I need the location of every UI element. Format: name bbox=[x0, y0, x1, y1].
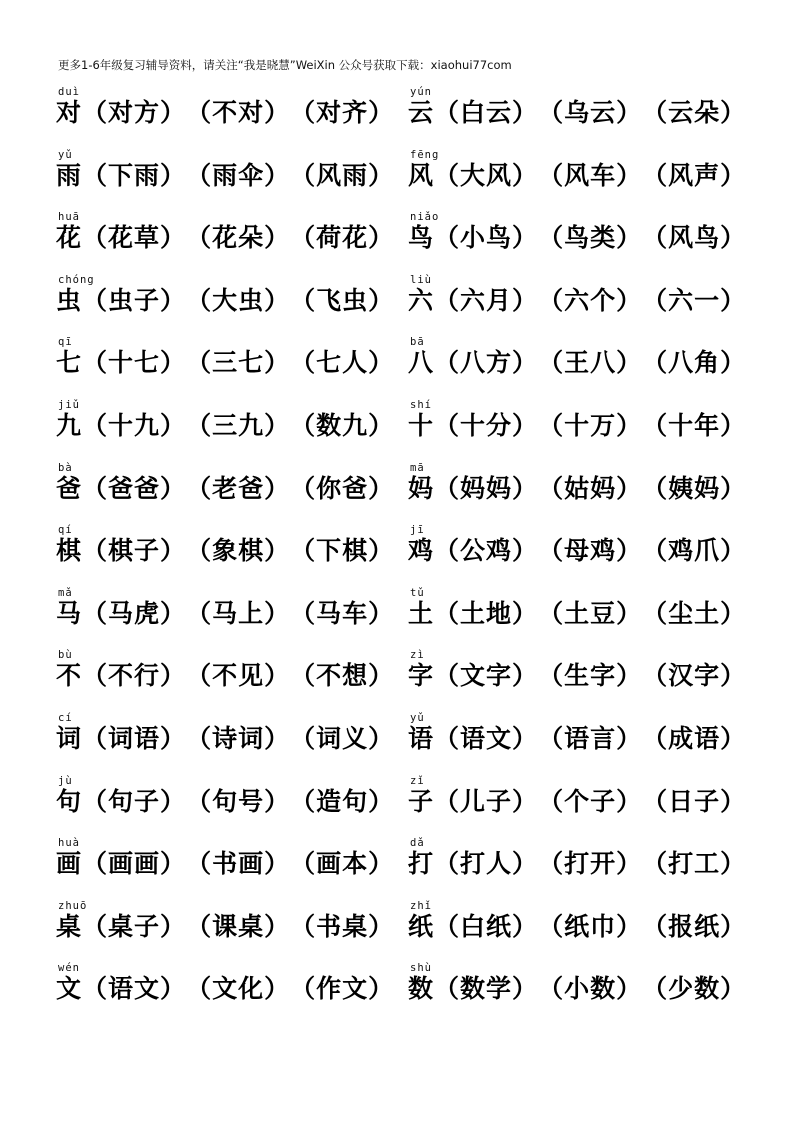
pinyin: yún bbox=[410, 86, 432, 98]
character: 语 bbox=[408, 723, 435, 753]
page-header: 更多1-6年级复习辅导资料，请关注“我是晓慧”WeiXin 公众号获取下载：xiaohui77com bbox=[58, 58, 512, 72]
entry-line bbox=[56, 346, 394, 380]
character: 句 bbox=[56, 786, 83, 816]
pinyin: zhuō bbox=[58, 899, 88, 912]
word-3: （ 书桌 ） bbox=[290, 910, 394, 944]
entry-line bbox=[56, 96, 394, 130]
word-1: （ 爸爸 ） bbox=[82, 472, 186, 506]
word-2: （ 母鸡 ） bbox=[538, 534, 642, 568]
character: 十 bbox=[408, 410, 435, 440]
word-list bbox=[56, 84, 776, 1023]
word-1: （ 八方 ） bbox=[434, 346, 538, 380]
pinyin: tǔ bbox=[410, 586, 425, 599]
word-row bbox=[56, 585, 776, 648]
word-1: （ 词语 ） bbox=[82, 722, 186, 756]
word-2: （ 不对 ） bbox=[186, 96, 290, 130]
word-2: （ 鸟类 ） bbox=[538, 221, 642, 255]
pinyin: qī bbox=[58, 336, 73, 349]
word-2: （ 语言 ） bbox=[538, 722, 642, 756]
word-3: （ 画本 ） bbox=[290, 847, 394, 881]
entry-line bbox=[408, 972, 746, 1006]
pinyin: jù bbox=[58, 774, 73, 787]
word-2: （ 纸巾 ） bbox=[538, 910, 642, 944]
word-row bbox=[56, 147, 776, 210]
entry-line bbox=[56, 534, 394, 568]
word-1: （ 白纸 ） bbox=[434, 910, 538, 944]
word-2: （ 句号 ） bbox=[186, 785, 290, 819]
word-3: （ 六一 ） bbox=[642, 284, 746, 318]
character: 桌 bbox=[56, 911, 83, 941]
word-3: （ 成语 ） bbox=[642, 722, 746, 756]
pinyin: yǔ bbox=[58, 148, 73, 161]
entry-line bbox=[56, 472, 394, 506]
character: 爸 bbox=[56, 473, 83, 503]
word-1: （ 对方 ） bbox=[82, 96, 186, 130]
word-3: （ 下棋 ） bbox=[290, 534, 394, 568]
word-3: （ 十年 ） bbox=[642, 409, 746, 443]
pinyin: dǎ bbox=[410, 837, 425, 850]
word-2: （ 乌云 ） bbox=[538, 96, 642, 130]
character: 七 bbox=[56, 348, 83, 378]
pinyin: duì bbox=[58, 86, 80, 98]
character: 纸 bbox=[408, 911, 435, 941]
word-row bbox=[56, 84, 776, 147]
pinyin: jī bbox=[410, 524, 425, 537]
word-3: （ 风雨 ） bbox=[290, 159, 394, 193]
word-row bbox=[56, 397, 776, 460]
pinyin: shí bbox=[410, 398, 432, 411]
word-1: （ 不行 ） bbox=[82, 659, 186, 693]
word-2: （ 三七 ） bbox=[186, 346, 290, 380]
entry-line bbox=[408, 159, 746, 193]
word-2: （ 十万 ） bbox=[538, 409, 642, 443]
word-row bbox=[56, 647, 776, 710]
word-1: （ 马虎 ） bbox=[82, 597, 186, 631]
word-1: （ 画画 ） bbox=[82, 847, 186, 881]
word-row bbox=[56, 460, 776, 523]
word-1: （ 打人 ） bbox=[434, 847, 538, 881]
character: 数 bbox=[408, 974, 435, 1004]
pinyin: qí bbox=[58, 524, 73, 537]
entry-line bbox=[408, 722, 746, 756]
word-3: （ 飞虫 ） bbox=[290, 284, 394, 318]
pinyin: bà bbox=[58, 461, 73, 474]
word-1: （ 妈妈 ） bbox=[434, 472, 538, 506]
word-2: （ 大虫 ） bbox=[186, 284, 290, 318]
word-3: （ 词义 ） bbox=[290, 722, 394, 756]
word-1: （ 儿子 ） bbox=[434, 785, 538, 819]
entry-line bbox=[408, 847, 746, 881]
word-3: （ 少数 ） bbox=[642, 972, 746, 1006]
entry-line bbox=[56, 409, 394, 443]
entry-line bbox=[56, 659, 394, 693]
word-2: （ 打开 ） bbox=[538, 847, 642, 881]
word-1: （ 句子 ） bbox=[82, 785, 186, 819]
word-3: （ 八角 ） bbox=[642, 346, 746, 380]
pinyin: jiǔ bbox=[58, 398, 80, 411]
character: 字 bbox=[408, 661, 435, 691]
entry-line bbox=[408, 96, 746, 130]
pinyin: fēng bbox=[410, 148, 440, 161]
word-2: （ 诗词 ） bbox=[186, 722, 290, 756]
word-1: （ 棋子 ） bbox=[82, 534, 186, 568]
entry-line bbox=[56, 722, 394, 756]
pinyin: huà bbox=[58, 837, 80, 850]
character: 花 bbox=[56, 223, 83, 253]
word-3: （ 不想 ） bbox=[290, 659, 394, 693]
entry-line bbox=[408, 284, 746, 318]
pinyin: wén bbox=[58, 962, 80, 975]
word-3: （ 荷花 ） bbox=[290, 221, 394, 255]
pinyin: bā bbox=[410, 336, 425, 349]
character: 云 bbox=[408, 98, 435, 127]
word-3: （ 数九 ） bbox=[290, 409, 394, 443]
word-row bbox=[56, 835, 776, 898]
entry-line bbox=[408, 472, 746, 506]
word-2: （ 小数 ） bbox=[538, 972, 642, 1006]
word-row bbox=[56, 960, 776, 1023]
word-3: （ 汉字 ） bbox=[642, 659, 746, 693]
word-1: （ 语文 ） bbox=[434, 722, 538, 756]
pinyin: shù bbox=[410, 962, 432, 975]
pinyin: liù bbox=[410, 273, 432, 286]
word-2: （ 马上 ） bbox=[186, 597, 290, 631]
word-2: （ 风车 ） bbox=[538, 159, 642, 193]
character: 鸡 bbox=[408, 536, 435, 566]
word-3: （ 姨妈 ） bbox=[642, 472, 746, 506]
entry-line bbox=[408, 534, 746, 568]
pinyin: mā bbox=[410, 461, 425, 474]
pinyin: cí bbox=[58, 711, 73, 724]
word-3: （ 对齐 ） bbox=[290, 96, 394, 130]
word-1: （ 下雨 ） bbox=[82, 159, 186, 193]
word-row bbox=[56, 334, 776, 397]
character: 画 bbox=[56, 849, 83, 879]
word-1: （ 土地 ） bbox=[434, 597, 538, 631]
word-2: （ 土豆 ） bbox=[538, 597, 642, 631]
entry-line bbox=[408, 659, 746, 693]
character: 虫 bbox=[56, 285, 83, 315]
word-1: （ 公鸡 ） bbox=[434, 534, 538, 568]
word-1: （ 虫子 ） bbox=[82, 284, 186, 318]
word-1: （ 十七 ） bbox=[82, 346, 186, 380]
entry-line bbox=[56, 972, 394, 1006]
word-3: （ 风鸟 ） bbox=[642, 221, 746, 255]
word-2: （ 不见 ） bbox=[186, 659, 290, 693]
word-2: （ 老爸 ） bbox=[186, 472, 290, 506]
character: 九 bbox=[56, 410, 83, 440]
entry-line bbox=[56, 910, 394, 944]
entry-line bbox=[408, 597, 746, 631]
character: 土 bbox=[408, 598, 435, 628]
entry-line bbox=[408, 346, 746, 380]
character: 六 bbox=[408, 285, 435, 315]
word-3: （ 风声 ） bbox=[642, 159, 746, 193]
character: 子 bbox=[408, 786, 435, 816]
pinyin: yǔ bbox=[410, 711, 425, 724]
word-1: （ 小鸟 ） bbox=[434, 221, 538, 255]
character: 不 bbox=[56, 661, 83, 691]
word-2: （ 王八 ） bbox=[538, 346, 642, 380]
pinyin: niǎo bbox=[410, 211, 440, 224]
word-3: （ 作文 ） bbox=[290, 972, 394, 1006]
word-2: （ 书画 ） bbox=[186, 847, 290, 881]
word-row bbox=[56, 522, 776, 585]
word-3: （ 打工 ） bbox=[642, 847, 746, 881]
word-2: （ 花朵 ） bbox=[186, 221, 290, 255]
word-1: （ 大风 ） bbox=[434, 159, 538, 193]
word-3: （ 你爸 ） bbox=[290, 472, 394, 506]
word-2: （ 雨伞 ） bbox=[186, 159, 290, 193]
word-2: （ 三九 ） bbox=[186, 409, 290, 443]
character: 鸟 bbox=[408, 223, 435, 253]
character: 打 bbox=[408, 849, 435, 879]
character: 妈 bbox=[408, 473, 435, 503]
character: 雨 bbox=[56, 160, 83, 190]
pinyin: zì bbox=[410, 649, 425, 662]
entry-line bbox=[56, 221, 394, 255]
entry-line bbox=[56, 785, 394, 819]
word-1: （ 白云 ） bbox=[434, 96, 538, 130]
word-3: （ 造句 ） bbox=[290, 785, 394, 819]
entry-line bbox=[56, 847, 394, 881]
word-2: （ 姑妈 ） bbox=[538, 472, 642, 506]
entry-line bbox=[56, 159, 394, 193]
word-2: （ 生字 ） bbox=[538, 659, 642, 693]
character: 文 bbox=[56, 974, 83, 1004]
word-3: （ 日子 ） bbox=[642, 785, 746, 819]
character: 八 bbox=[408, 348, 435, 378]
word-row bbox=[56, 773, 776, 836]
word-1: （ 十分 ） bbox=[434, 409, 538, 443]
entry-line bbox=[408, 221, 746, 255]
word-2: （ 文化 ） bbox=[186, 972, 290, 1006]
entry-line bbox=[56, 284, 394, 318]
word-2: （ 六个 ） bbox=[538, 284, 642, 318]
word-2: （ 个子 ） bbox=[538, 785, 642, 819]
word-row bbox=[56, 710, 776, 773]
pinyin: zǐ bbox=[410, 774, 425, 787]
character: 词 bbox=[56, 723, 83, 753]
character: 风 bbox=[408, 160, 435, 190]
word-3: （ 马车 ） bbox=[290, 597, 394, 631]
word-row bbox=[56, 272, 776, 335]
character: 棋 bbox=[56, 536, 83, 566]
word-3: （ 报纸 ） bbox=[642, 910, 746, 944]
word-1: （ 花草 ） bbox=[82, 221, 186, 255]
word-3: （ 鸡爪 ） bbox=[642, 534, 746, 568]
pinyin: bù bbox=[58, 649, 73, 662]
word-3: （ 七人 ） bbox=[290, 346, 394, 380]
character: 马 bbox=[56, 598, 83, 628]
word-1: （ 文字 ） bbox=[434, 659, 538, 693]
entry-line bbox=[56, 597, 394, 631]
word-3: （ 云朵 ） bbox=[642, 96, 746, 130]
word-2: （ 课桌 ） bbox=[186, 910, 290, 944]
character: 对 bbox=[56, 98, 83, 127]
pinyin: zhǐ bbox=[410, 899, 432, 912]
word-1: （ 六月 ） bbox=[434, 284, 538, 318]
word-row bbox=[56, 898, 776, 961]
pinyin: huā bbox=[58, 211, 80, 224]
pinyin: chóng bbox=[58, 273, 95, 286]
entry-line bbox=[408, 910, 746, 944]
word-1: （ 数学 ） bbox=[434, 972, 538, 1006]
word-1: （ 十九 ） bbox=[82, 409, 186, 443]
word-3: （ 尘土 ） bbox=[642, 597, 746, 631]
entry-line bbox=[408, 409, 746, 443]
entry-line bbox=[408, 785, 746, 819]
pinyin: mǎ bbox=[58, 586, 73, 599]
word-1: （ 桌子 ） bbox=[82, 910, 186, 944]
word-1: （ 语文 ） bbox=[82, 972, 186, 1006]
word-2: （ 象棋 ） bbox=[186, 534, 290, 568]
word-row bbox=[56, 209, 776, 272]
